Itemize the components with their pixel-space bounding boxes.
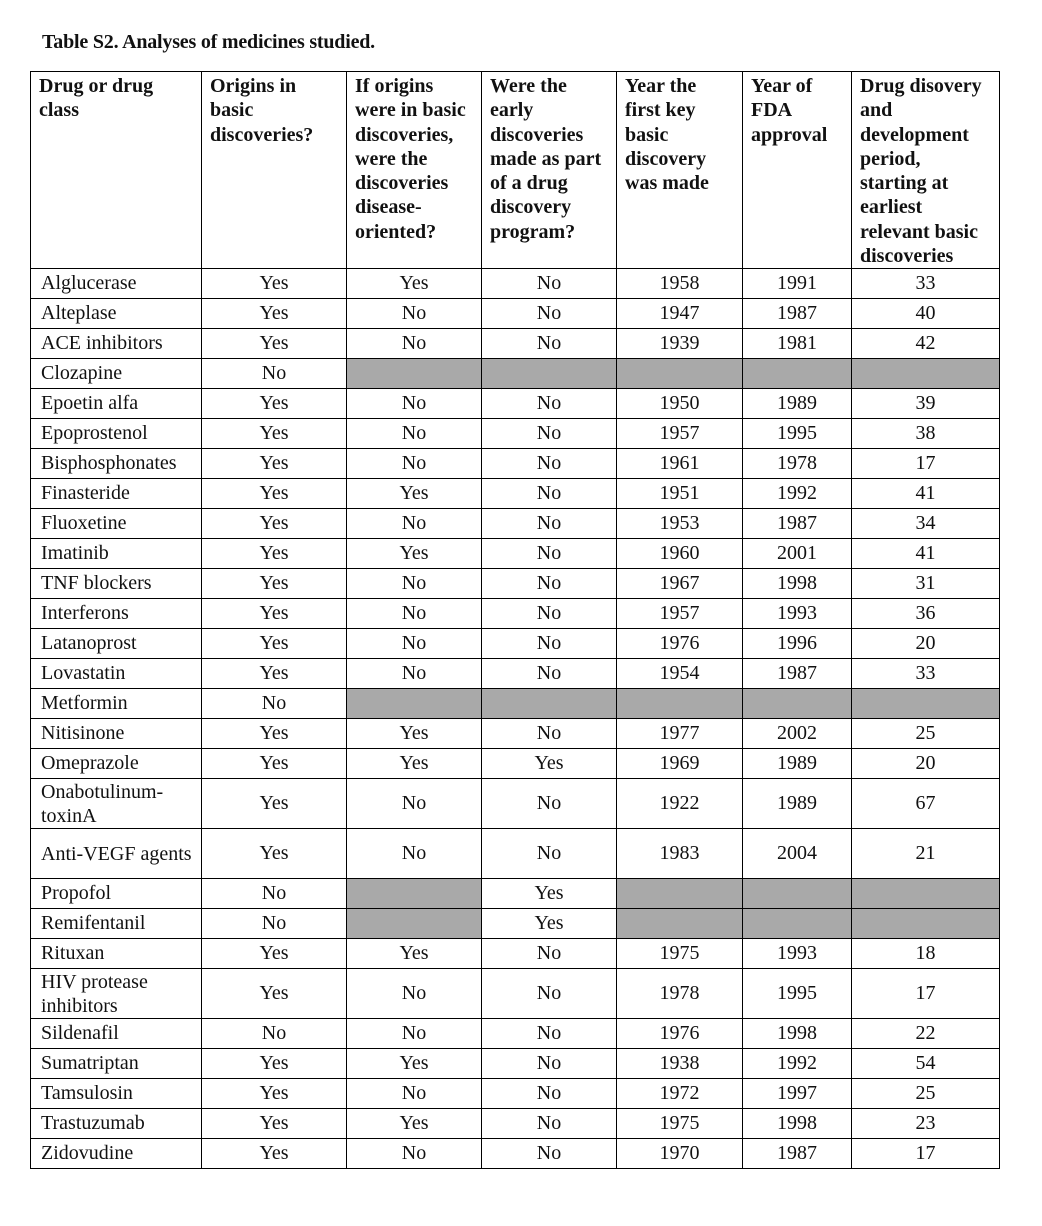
cell-drug-program: No <box>482 939 617 969</box>
cell-drug: Imatinib <box>31 539 202 569</box>
cell-year-fda: 2004 <box>743 829 852 879</box>
medicines-table <box>30 71 1000 1169</box>
cell-origins: Yes <box>202 269 347 299</box>
cell-disease-oriented: No <box>347 299 482 329</box>
table-row <box>31 419 1000 449</box>
cell-drug-program <box>482 689 617 719</box>
cell-disease-oriented: No <box>347 569 482 599</box>
header-origins: Origins in basic discoveries? <box>202 72 347 269</box>
cell-drug: Tamsulosin <box>31 1079 202 1109</box>
cell-period: 20 <box>852 629 1000 659</box>
cell-disease-oriented: Yes <box>347 749 482 779</box>
table-row <box>31 749 1000 779</box>
cell-period: 38 <box>852 419 1000 449</box>
cell-disease-oriented <box>347 879 482 909</box>
cell-drug-program: No <box>482 539 617 569</box>
cell-year-discovery: 1950 <box>617 389 743 419</box>
cell-drug: Clozapine <box>31 359 202 389</box>
cell-year-discovery: 1977 <box>617 719 743 749</box>
cell-disease-oriented: Yes <box>347 479 482 509</box>
table-row <box>31 939 1000 969</box>
cell-period: 33 <box>852 269 1000 299</box>
cell-disease-oriented: Yes <box>347 269 482 299</box>
cell-origins: Yes <box>202 419 347 449</box>
cell-disease-oriented: Yes <box>347 1109 482 1139</box>
cell-period <box>852 689 1000 719</box>
cell-origins: No <box>202 359 347 389</box>
table-body <box>31 269 1000 1169</box>
cell-drug: TNF blockers <box>31 569 202 599</box>
cell-year-fda: 1987 <box>743 299 852 329</box>
cell-origins: Yes <box>202 829 347 879</box>
cell-year-discovery: 1954 <box>617 659 743 689</box>
cell-drug-program: No <box>482 419 617 449</box>
cell-year-discovery: 1957 <box>617 599 743 629</box>
cell-drug-program: Yes <box>482 909 617 939</box>
cell-drug: Epoprostenol <box>31 419 202 449</box>
cell-disease-oriented: No <box>347 1079 482 1109</box>
table-title: Table S2. Analyses of medicines studied. <box>42 31 375 53</box>
cell-drug-program: No <box>482 569 617 599</box>
cell-disease-oriented <box>347 909 482 939</box>
table-row <box>31 509 1000 539</box>
cell-drug: Interferons <box>31 599 202 629</box>
cell-drug-program: No <box>482 1079 617 1109</box>
cell-year-fda: 1981 <box>743 329 852 359</box>
cell-period: 41 <box>852 539 1000 569</box>
cell-year-fda: 1989 <box>743 779 852 829</box>
cell-origins: Yes <box>202 779 347 829</box>
table-row <box>31 829 1000 879</box>
header-row <box>31 72 1000 269</box>
cell-year-discovery: 1976 <box>617 629 743 659</box>
cell-drug-program: Yes <box>482 879 617 909</box>
cell-origins: Yes <box>202 539 347 569</box>
cell-year-discovery: 1978 <box>617 969 743 1019</box>
cell-year-discovery: 1939 <box>617 329 743 359</box>
cell-year-fda: 1978 <box>743 449 852 479</box>
cell-period: 67 <box>852 779 1000 829</box>
cell-year-fda: 1998 <box>743 1019 852 1049</box>
cell-year-fda <box>743 689 852 719</box>
cell-origins: Yes <box>202 939 347 969</box>
cell-origins: Yes <box>202 1109 347 1139</box>
table-row <box>31 1139 1000 1169</box>
table-row <box>31 629 1000 659</box>
table-row <box>31 1109 1000 1139</box>
cell-period: 17 <box>852 449 1000 479</box>
cell-drug: Omeprazole <box>31 749 202 779</box>
cell-drug: Onabotulinum-toxinA <box>31 779 202 829</box>
cell-period: 23 <box>852 1109 1000 1139</box>
cell-period: 40 <box>852 299 1000 329</box>
cell-period: 34 <box>852 509 1000 539</box>
cell-drug: Propofol <box>31 879 202 909</box>
cell-origins: Yes <box>202 719 347 749</box>
table-row <box>31 779 1000 829</box>
table-row <box>31 449 1000 479</box>
cell-year-fda: 1987 <box>743 509 852 539</box>
cell-origins: No <box>202 1019 347 1049</box>
cell-year-discovery: 1938 <box>617 1049 743 1079</box>
cell-disease-oriented: No <box>347 509 482 539</box>
cell-drug-program: No <box>482 779 617 829</box>
cell-period <box>852 879 1000 909</box>
table-row <box>31 479 1000 509</box>
cell-year-discovery: 1975 <box>617 939 743 969</box>
cell-drug-program: No <box>482 509 617 539</box>
cell-year-discovery: 1947 <box>617 299 743 329</box>
cell-year-discovery <box>617 689 743 719</box>
cell-period: 41 <box>852 479 1000 509</box>
cell-drug: Nitisinone <box>31 719 202 749</box>
cell-disease-oriented: No <box>347 329 482 359</box>
cell-disease-oriented: No <box>347 1139 482 1169</box>
cell-drug: ACE inhibitors <box>31 329 202 359</box>
cell-disease-oriented: No <box>347 659 482 689</box>
cell-disease-oriented <box>347 689 482 719</box>
cell-year-fda: 1996 <box>743 629 852 659</box>
cell-period: 20 <box>852 749 1000 779</box>
table-row <box>31 299 1000 329</box>
cell-drug: Finasteride <box>31 479 202 509</box>
cell-origins: Yes <box>202 599 347 629</box>
cell-origins: Yes <box>202 1139 347 1169</box>
cell-disease-oriented: No <box>347 419 482 449</box>
cell-drug: Sumatriptan <box>31 1049 202 1079</box>
cell-origins: Yes <box>202 299 347 329</box>
cell-disease-oriented <box>347 359 482 389</box>
cell-period: 25 <box>852 1079 1000 1109</box>
cell-origins: Yes <box>202 509 347 539</box>
cell-period: 54 <box>852 1049 1000 1079</box>
table-row <box>31 329 1000 359</box>
cell-drug-program: No <box>482 659 617 689</box>
cell-origins: Yes <box>202 569 347 599</box>
cell-drug: Latanoprost <box>31 629 202 659</box>
cell-origins: Yes <box>202 1049 347 1079</box>
cell-origins: No <box>202 879 347 909</box>
cell-year-fda: 2002 <box>743 719 852 749</box>
table-row <box>31 1049 1000 1079</box>
cell-origins: No <box>202 909 347 939</box>
cell-period: 42 <box>852 329 1000 359</box>
cell-drug: Alteplase <box>31 299 202 329</box>
cell-disease-oriented: Yes <box>347 939 482 969</box>
cell-year-fda: 1993 <box>743 599 852 629</box>
table-row <box>31 389 1000 419</box>
cell-year-discovery: 1976 <box>617 1019 743 1049</box>
cell-disease-oriented: No <box>347 829 482 879</box>
cell-year-discovery: 1961 <box>617 449 743 479</box>
cell-drug-program: No <box>482 719 617 749</box>
cell-drug: HIV protease inhibitors <box>31 969 202 1019</box>
cell-drug-program <box>482 359 617 389</box>
table-row <box>31 269 1000 299</box>
table-row <box>31 569 1000 599</box>
cell-period: 25 <box>852 719 1000 749</box>
cell-drug: Alglucerase <box>31 269 202 299</box>
table-row <box>31 879 1000 909</box>
cell-disease-oriented: No <box>347 969 482 1019</box>
table-row <box>31 719 1000 749</box>
cell-drug: Sildenafil <box>31 1019 202 1049</box>
cell-disease-oriented: No <box>347 629 482 659</box>
table-row <box>31 1079 1000 1109</box>
cell-disease-oriented: Yes <box>347 719 482 749</box>
cell-year-fda: 1998 <box>743 1109 852 1139</box>
cell-year-discovery: 1972 <box>617 1079 743 1109</box>
cell-year-discovery: 1957 <box>617 419 743 449</box>
cell-year-discovery: 1953 <box>617 509 743 539</box>
cell-period <box>852 359 1000 389</box>
cell-period: 18 <box>852 939 1000 969</box>
cell-drug-program: No <box>482 479 617 509</box>
cell-origins: Yes <box>202 449 347 479</box>
cell-drug: Trastuzumab <box>31 1109 202 1139</box>
cell-disease-oriented: No <box>347 449 482 479</box>
cell-drug: Fluoxetine <box>31 509 202 539</box>
cell-disease-oriented: Yes <box>347 539 482 569</box>
table-row <box>31 1019 1000 1049</box>
cell-year-discovery: 1975 <box>617 1109 743 1139</box>
table-row <box>31 689 1000 719</box>
cell-year-discovery: 1922 <box>617 779 743 829</box>
cell-year-discovery <box>617 879 743 909</box>
cell-period: 36 <box>852 599 1000 629</box>
table-row <box>31 909 1000 939</box>
cell-drug-program: No <box>482 1109 617 1139</box>
header-drug: Drug or drug class <box>31 72 202 269</box>
cell-origins: Yes <box>202 749 347 779</box>
cell-origins: Yes <box>202 329 347 359</box>
cell-drug-program: No <box>482 969 617 1019</box>
cell-drug-program: No <box>482 599 617 629</box>
cell-year-discovery <box>617 909 743 939</box>
cell-year-fda: 2001 <box>743 539 852 569</box>
cell-year-fda <box>743 879 852 909</box>
cell-year-fda: 1989 <box>743 749 852 779</box>
cell-drug: Anti-VEGF agents <box>31 829 202 879</box>
cell-origins: Yes <box>202 659 347 689</box>
cell-drug-program: No <box>482 329 617 359</box>
cell-disease-oriented: No <box>347 1019 482 1049</box>
cell-drug: Epoetin alfa <box>31 389 202 419</box>
cell-drug: Zidovudine <box>31 1139 202 1169</box>
header-year-fda: Year of FDA approval <box>743 72 852 269</box>
cell-year-fda <box>743 359 852 389</box>
table-row <box>31 599 1000 629</box>
cell-origins: No <box>202 689 347 719</box>
cell-drug: Metformin <box>31 689 202 719</box>
cell-drug-program: No <box>482 1049 617 1079</box>
cell-period: 17 <box>852 1139 1000 1169</box>
header-period: Drug disovery and development period, starting at earliest relevant basic discoveries <box>852 72 1000 269</box>
cell-year-fda: 1987 <box>743 1139 852 1169</box>
cell-drug-program: No <box>482 629 617 659</box>
cell-year-discovery: 1969 <box>617 749 743 779</box>
cell-drug-program: Yes <box>482 749 617 779</box>
table-row <box>31 539 1000 569</box>
cell-drug-program: No <box>482 449 617 479</box>
cell-year-fda: 1987 <box>743 659 852 689</box>
cell-year-discovery: 1983 <box>617 829 743 879</box>
cell-period <box>852 909 1000 939</box>
cell-disease-oriented: Yes <box>347 1049 482 1079</box>
cell-drug-program: No <box>482 389 617 419</box>
cell-year-fda: 1992 <box>743 479 852 509</box>
cell-year-discovery: 1970 <box>617 1139 743 1169</box>
cell-year-fda: 1998 <box>743 569 852 599</box>
cell-year-discovery: 1967 <box>617 569 743 599</box>
header-disease-oriented: If origins were in basic discoveries, were the discoveries disease-oriented? <box>347 72 482 269</box>
table-row <box>31 659 1000 689</box>
cell-origins: Yes <box>202 479 347 509</box>
cell-disease-oriented: No <box>347 389 482 419</box>
cell-year-fda: 1992 <box>743 1049 852 1079</box>
cell-disease-oriented: No <box>347 779 482 829</box>
cell-year-fda <box>743 909 852 939</box>
cell-drug-program: No <box>482 1019 617 1049</box>
cell-year-fda: 1991 <box>743 269 852 299</box>
cell-year-fda: 1995 <box>743 969 852 1019</box>
cell-drug-program: No <box>482 299 617 329</box>
cell-year-discovery: 1951 <box>617 479 743 509</box>
cell-drug-program: No <box>482 829 617 879</box>
cell-drug-program: No <box>482 1139 617 1169</box>
header-year-discovery: Year the first key basic discovery was made <box>617 72 743 269</box>
cell-year-discovery: 1958 <box>617 269 743 299</box>
table-row <box>31 969 1000 1019</box>
cell-origins: Yes <box>202 1079 347 1109</box>
cell-year-fda: 1989 <box>743 389 852 419</box>
cell-year-fda: 1993 <box>743 939 852 969</box>
table-row <box>31 359 1000 389</box>
cell-period: 17 <box>852 969 1000 1019</box>
header-drug-program: Were the early discoveries made as part of a drug discovery program? <box>482 72 617 269</box>
cell-drug: Rituxan <box>31 939 202 969</box>
cell-origins: Yes <box>202 969 347 1019</box>
cell-drug: Remifentanil <box>31 909 202 939</box>
cell-drug: Bisphosphonates <box>31 449 202 479</box>
cell-drug-program: No <box>482 269 617 299</box>
cell-period: 22 <box>852 1019 1000 1049</box>
cell-year-discovery: 1960 <box>617 539 743 569</box>
cell-year-fda: 1995 <box>743 419 852 449</box>
cell-year-fda: 1997 <box>743 1079 852 1109</box>
cell-origins: Yes <box>202 629 347 659</box>
cell-origins: Yes <box>202 389 347 419</box>
cell-disease-oriented: No <box>347 599 482 629</box>
cell-period: 21 <box>852 829 1000 879</box>
cell-year-discovery <box>617 359 743 389</box>
cell-drug: Lovastatin <box>31 659 202 689</box>
cell-period: 39 <box>852 389 1000 419</box>
cell-period: 33 <box>852 659 1000 689</box>
cell-period: 31 <box>852 569 1000 599</box>
